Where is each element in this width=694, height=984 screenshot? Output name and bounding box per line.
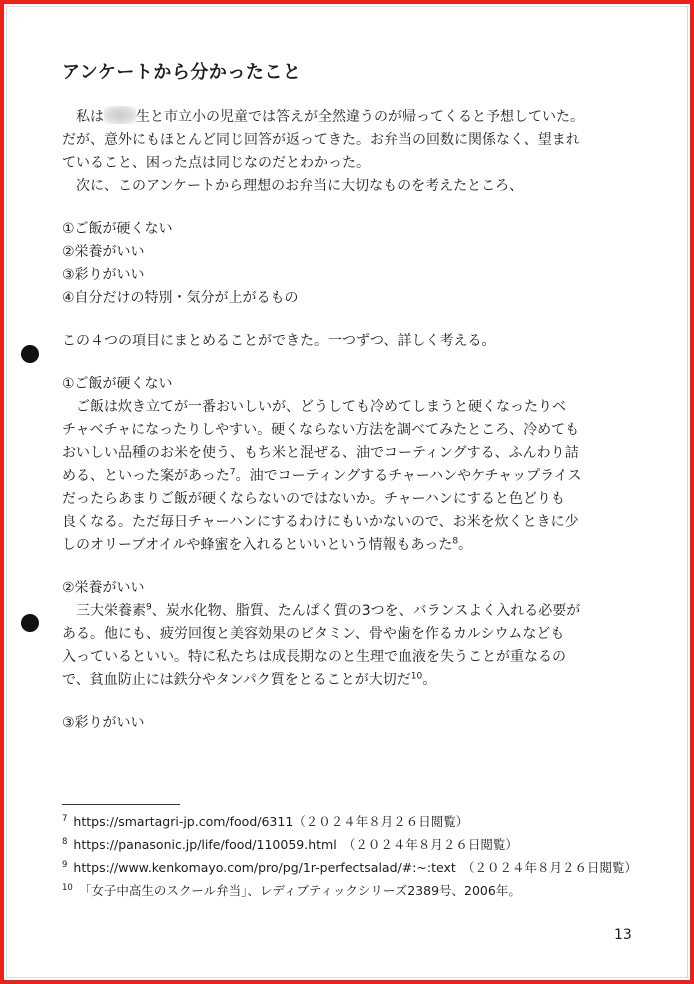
body-line: ご飯は炊き立てが一番おいしいが、どうしても冷めてしまうと硬くなったりベ bbox=[76, 399, 566, 415]
section-heading: ③彩りがいい bbox=[62, 715, 145, 731]
intro-line-1: 私は 生と市立小の児童では答えが全然違うのが帰ってくると予想していた。 bbox=[62, 106, 642, 129]
document-body bbox=[62, 60, 642, 735]
body-line: おいしい品種のお米を使う、もち米と混ぜる、油でコーティングする、ふんわり詰 bbox=[62, 445, 579, 461]
footnote-ref-7[interactable]: 7 bbox=[229, 467, 236, 478]
footnote-divider bbox=[62, 804, 180, 805]
body-line: しのオリーブオイルや蜂蜜を入れるといいという情報もあった$^8$。 bbox=[62, 536, 473, 553]
footnote-link[interactable]: https://smartagri-jp.com/food/6311（２０２４年８月２６日閲覧） bbox=[73, 814, 469, 829]
body-line: 良くなる。ただ毎日チャーハンにするわけにもいかないので、お米を炊くときに少 bbox=[62, 514, 579, 530]
intro-line-2: だが、意外にもほとんど同じ回答が返ってきた。お弁当の回数に関係なく、望まれ bbox=[62, 132, 580, 148]
section-heading: ②栄養がいい bbox=[62, 580, 145, 596]
section-color bbox=[62, 712, 642, 735]
footnote-ref-9[interactable]: 9 bbox=[146, 602, 152, 613]
list-item: ④自分だけの特別・気分が上がるもの bbox=[62, 290, 299, 306]
footnote-ref-10[interactable]: 10 bbox=[410, 671, 423, 682]
summary-line: この４つの項目にまとめることができた。一つずつ、詳しく考える。 bbox=[62, 333, 496, 349]
footnote-text: 「女子中高生のスクール弁当」、レディブティックシリーズ2389号、2006年。 bbox=[78, 883, 521, 898]
footnote-item: $^8$ https://panasonic.jp/life/food/110059.html （２０２４年８月２６日閲覧） bbox=[62, 836, 518, 852]
redacted-school-name bbox=[104, 106, 136, 124]
body-line: だったらあまりご飯が硬くならないのではないか。チャーハンにすると色どりも bbox=[62, 491, 565, 507]
body-line: 入っているといい。特に私たちは成長期なのと生理で血液を失うことが重なるの bbox=[62, 649, 566, 665]
list-item: ②栄養がいい bbox=[62, 244, 145, 260]
intro-line-3: ていること、困った点は同じなのだとわかった。 bbox=[62, 155, 370, 171]
body-line: ある。他にも、疲労回復と美容効果のビタミン、骨や歯を作るカルシウムなども bbox=[62, 626, 565, 642]
section-nutrition bbox=[62, 577, 642, 692]
binder-hole-top bbox=[21, 345, 39, 363]
body-line: 三大栄養素$^9$、炭水化物、脂質、たんぱく質の3つを、バランスよく入れる必要が bbox=[76, 602, 581, 619]
intro-line-4: 次に、このアンケートから理想のお弁当に大切なものを考えたところ、 bbox=[76, 178, 524, 194]
summary-paragraph bbox=[62, 330, 642, 353]
body-line: める、といった案があった$^7$。油でコーティングするチャーハンやケチャップライス bbox=[62, 467, 582, 484]
page-number: 13 bbox=[614, 927, 632, 943]
footnote-item: $^{10}$ 「女子中高生のスクール弁当」、レディブティックシリーズ2389号、2006年。 bbox=[62, 882, 521, 898]
item-list bbox=[62, 218, 642, 310]
footnote-link[interactable]: https://www.kenkomayo.com/pro/pg/1r-perfectsalad/#:~:text （２０２４年８月２６日閲覧） bbox=[73, 860, 638, 875]
footnote-link[interactable]: https://panasonic.jp/life/food/110059.html （２０２４年８月２６日閲覧） bbox=[73, 837, 518, 852]
section-rice bbox=[62, 373, 642, 557]
body-line: チャベチャになったりしやすい。硬くならない方法を調べてみたところ、冷めても bbox=[62, 422, 580, 438]
binder-hole-bottom bbox=[21, 614, 39, 632]
intro-paragraph bbox=[62, 106, 642, 198]
list-item: ③彩りがいい bbox=[62, 267, 145, 283]
footnote-item: $^7$ https://smartagri-jp.com/food/6311（２０２４年８月２６日閲覧） bbox=[62, 813, 469, 829]
body-line: で、貧血防止には鉄分やタンパク質をとることが大切だ$^{10}$。 bbox=[62, 671, 437, 688]
footnote-item: $^9$ https://www.kenkomayo.com/pro/pg/1r-perfectsalad/#:~:text （２０２４年８月２６日閲覧） bbox=[62, 859, 638, 875]
footnote-ref-8[interactable]: 8 bbox=[452, 536, 459, 547]
section-heading: ①ご飯が硬くない bbox=[62, 376, 173, 392]
list-item: ①ご飯が硬くない bbox=[62, 221, 173, 237]
page-title: アンケートから分かったこと bbox=[62, 62, 302, 83]
footnotes bbox=[62, 812, 637, 904]
